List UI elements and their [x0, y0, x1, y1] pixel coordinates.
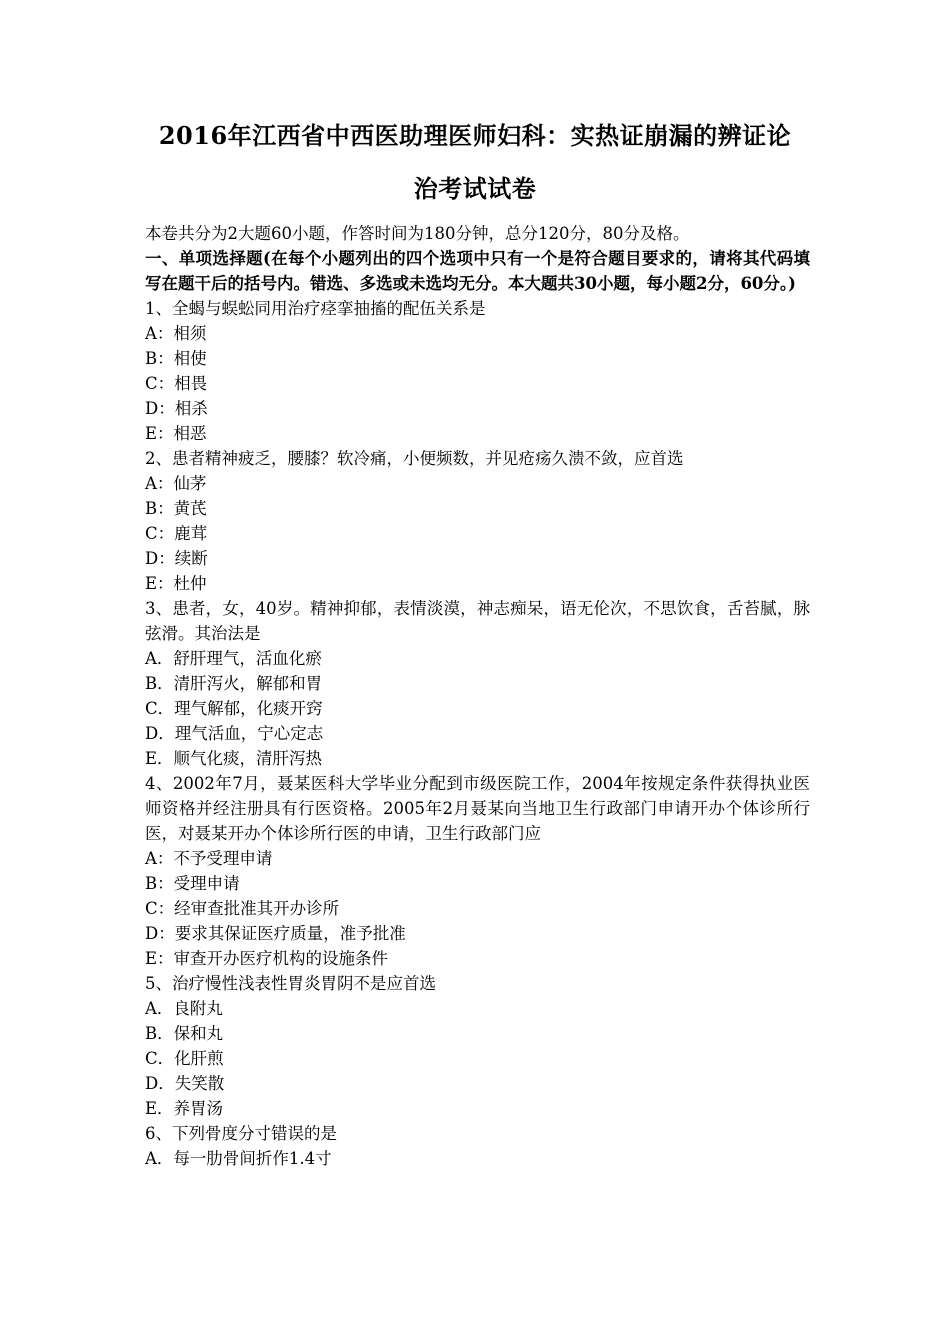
question-2	[145, 446, 810, 596]
answer-option: A：仙茅	[145, 474, 207, 493]
answer-option: E：审查开办医疗机构的设施条件	[145, 949, 389, 968]
answer-option: E．养胃汤	[145, 1099, 224, 1118]
question-stem: 5、治疗慢性浅表性胃炎胃阴不是应首选	[145, 974, 436, 993]
answer-option: B：黄芪	[145, 499, 207, 518]
question-stem: 6、下列骨度分寸错误的是	[145, 1124, 337, 1143]
document-body	[145, 221, 810, 1171]
document-title-line-2: 治考试试卷	[413, 174, 537, 203]
question-stem: 4、2002年7月，聂某医科大学毕业分配到市级医院工作，2004年按规定条件获得执业医师资格并经注册具有行医资格。2005年2月聂某向当地卫生行政部门申请开办个体诊所行医，对聂某开办个体诊所行医的申请，卫生行政部门应	[145, 774, 810, 843]
answer-option: C．化肝煎	[145, 1049, 224, 1068]
question-stem: 1、全蝎与蜈蚣同用治疗痉挛抽搐的配伍关系是	[145, 299, 486, 318]
question-4	[145, 771, 810, 971]
question-5	[145, 971, 810, 1121]
document-title-line-1: 2016年江西省中西医助理医师妇科：实热证崩漏的辨证论	[158, 121, 792, 150]
question-stem: 2、患者精神疲乏，腰膝？软冷痛，小便频数，并见疮疡久溃不敛，应首选	[145, 449, 684, 468]
exam-intro: 本卷共分为2大题60小题，作答时间为180分钟，总分120分，80分及格。	[145, 224, 690, 243]
answer-option: C：经审查批准其开办诊所	[145, 899, 340, 918]
question-6	[145, 1121, 810, 1171]
answer-option: B：相使	[145, 349, 207, 368]
question-1	[145, 296, 810, 446]
answer-option: B．清肝泻火，解郁和胃	[145, 674, 323, 693]
answer-option: D．失笑散	[145, 1074, 225, 1093]
answer-option: E．顺气化痰，清肝泻热	[145, 749, 323, 768]
answer-option: B．保和丸	[145, 1024, 224, 1043]
answer-option: D．理气活血，宁心定志	[145, 724, 324, 743]
answer-option: D：要求其保证医疗质量，准予批准	[145, 924, 406, 943]
answer-option: E：杜仲	[145, 574, 207, 593]
answer-option: A．舒肝理气，活血化瘀	[145, 649, 322, 668]
question-stem: 3、患者，女，40岁。精神抑郁，表情淡漠，神志痴呆，语无伦次，不思饮食，舌苔腻，脉弦滑。其治法是	[145, 599, 810, 643]
answer-option: C：鹿茸	[145, 524, 208, 543]
answer-option: A．良附丸	[145, 999, 223, 1018]
answer-option: C：相畏	[145, 374, 208, 393]
section-heading: 一、单项选择题(在每个小题列出的四个选项中只有一个是符合题目要求的，请将其代码填写在题干后的括号内。错选、多选或未选均无分。本大题共30小题，每小题2分，60分。)	[145, 249, 810, 293]
answer-option: A．每一肋骨间折作1.4寸	[145, 1149, 332, 1168]
answer-option: A：相须	[145, 324, 207, 343]
answer-option: A：不予受理申请	[145, 849, 273, 868]
question-3	[145, 596, 810, 771]
answer-option: C．理气解郁，化痰开窍	[145, 699, 323, 718]
answer-option: D：续断	[145, 549, 208, 568]
answer-option: B：受理申请	[145, 874, 240, 893]
answer-option: E：相恶	[145, 424, 207, 443]
answer-option: D：相杀	[145, 399, 208, 418]
